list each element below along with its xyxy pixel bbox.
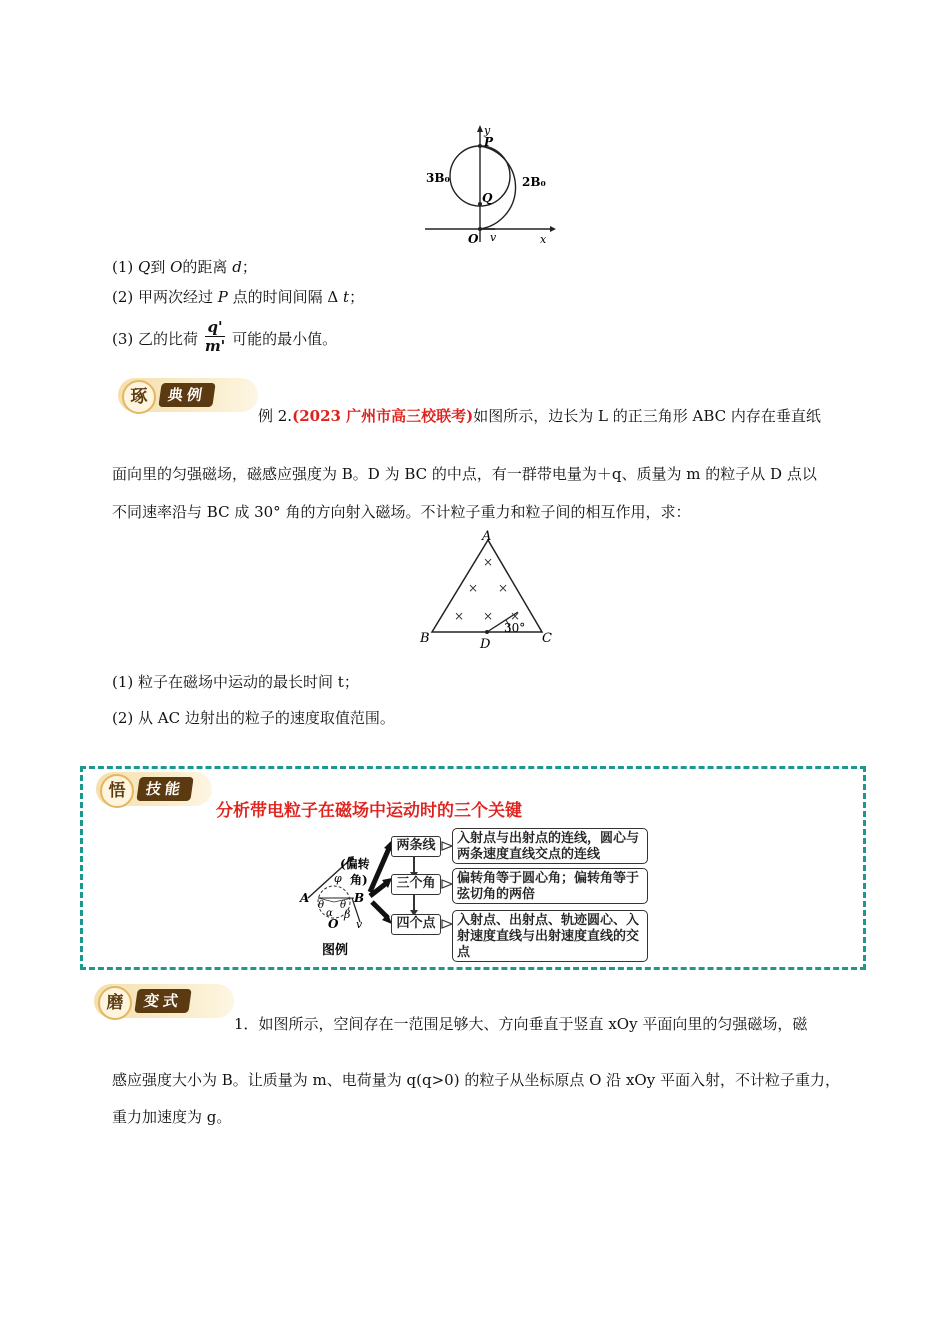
- flow-key-four-points: 四个点: [391, 914, 441, 935]
- fig1-label-left-field: 3B₀: [426, 171, 450, 185]
- example-badge: [118, 378, 258, 412]
- fig2-label-C: C: [542, 631, 552, 646]
- example2-line3: 不同速率沿与 BC 成 30° 角的方向射入磁场。不计粒子重力和粒子间的相互作用，求：: [112, 503, 691, 521]
- fig2-label-B: B: [420, 631, 430, 646]
- flow-desc-three-angles: 偏转角等于圆心角；偏转角等于弦切角的两倍: [452, 868, 648, 904]
- fig2-cross: ×: [510, 609, 521, 623]
- fig1-label-v: v: [490, 231, 497, 244]
- fig2-cross: ×: [454, 609, 465, 623]
- fig1-label-Q: Q: [482, 191, 493, 205]
- ex1-question-3: (3) 乙的比荷 $\frac{q'}{m'}$ 可能的最小值。: [112, 318, 338, 355]
- fig1-label-P: P: [484, 135, 494, 149]
- legend-v: v: [356, 918, 363, 931]
- flow-desc-two-lines: 入射点与出射点的连线，圆心与两条速度直线交点的连线: [452, 828, 648, 864]
- variant-badge: [94, 984, 234, 1018]
- fig2-cross: ×: [498, 581, 509, 595]
- example2-line1: 例 2.(2023 广州市高三校联考)如图所示，边长为 L 的正三角形 ABC 内存在垂直纸: [258, 407, 821, 425]
- skill-badge: [96, 772, 212, 806]
- fig2-label-A: A: [482, 529, 492, 544]
- legend-theta-a: θ: [318, 900, 325, 911]
- fig1-label-x: x: [540, 233, 547, 246]
- legend-theta-b: θ: [340, 900, 347, 911]
- legend-deflect-1: (偏转: [340, 857, 370, 871]
- flow-desc-four-points: 入射点、出射点、轨迹圆心、入射速度直线与出射速度直线的交点: [452, 910, 648, 962]
- figure-triangle-field: [418, 528, 558, 652]
- example2-source: (2023 广州市高三校联考): [292, 407, 474, 425]
- fig2-cross: ×: [468, 581, 479, 595]
- badge-seal-wu: 悟: [100, 774, 134, 808]
- fraction: $\frac{q'}{m'}$: [204, 318, 226, 355]
- badge-seal-mo: 磨: [98, 986, 132, 1020]
- variant-line3: 重力加速度为 g。: [112, 1108, 232, 1126]
- legend-caption: 图例: [322, 943, 349, 958]
- variant-line2: 感应强度大小为 B。让质量为 m、电荷量为 q(q>0) 的粒子从坐标原点 O 沿 xOy 平面入射，不计粒子重力，: [112, 1071, 840, 1089]
- fig1-label-y: y: [484, 124, 491, 137]
- badge-tag-bianshi: 变式: [134, 989, 191, 1013]
- flow-key-three-angles: 三个角: [391, 874, 441, 895]
- skill-title: 分析带电粒子在磁场中运动时的三个关键: [216, 801, 522, 821]
- example2-question-2: (2) 从 AC 边射出的粒子的速度取值范围。: [112, 709, 395, 727]
- ex1-question-1: (1) Q到 O的距离 d；: [112, 258, 257, 276]
- fig2-cross: ×: [483, 609, 494, 623]
- legend-phi: φ: [334, 872, 342, 885]
- figure-circle-field: [420, 122, 560, 246]
- badge-seal-zhuo: 琢: [122, 380, 156, 414]
- fig1-label-right-field: 2B₀: [522, 175, 546, 189]
- variant-line1: 1．如图所示，空间存在一范围足够大、方向垂直于竖直 xOy 平面向里的匀强磁场，磁: [234, 1015, 808, 1033]
- legend-B: B: [354, 891, 365, 905]
- example2-question-1: (1) 粒子在磁场中运动的最长时间 t；: [112, 673, 359, 691]
- legend-beta: β: [344, 908, 351, 921]
- legend-A: A: [300, 891, 310, 905]
- legend-alpha: α: [326, 908, 333, 919]
- badge-tag-dianli: 典例: [158, 383, 215, 407]
- badge-tag-jineng: 技能: [136, 777, 193, 801]
- legend-deflect-2: 角): [350, 873, 368, 887]
- flow-key-two-lines: 两条线: [391, 836, 441, 857]
- legend-O: O: [328, 917, 339, 931]
- fig2-label-D: D: [480, 637, 491, 652]
- ex1-question-2: (2) 甲两次经过 P 点的时间间隔 Δ t；: [112, 288, 365, 306]
- fig2-label-angle: 30°: [504, 621, 526, 635]
- example2-line2: 面向里的匀强磁场，磁感应强度为 B。D 为 BC 的中点，有一群带电量为＋q、质量为 m 的粒子从 D 点以: [112, 465, 817, 483]
- fig2-cross: ×: [483, 555, 494, 569]
- fig1-label-O: O: [468, 232, 479, 246]
